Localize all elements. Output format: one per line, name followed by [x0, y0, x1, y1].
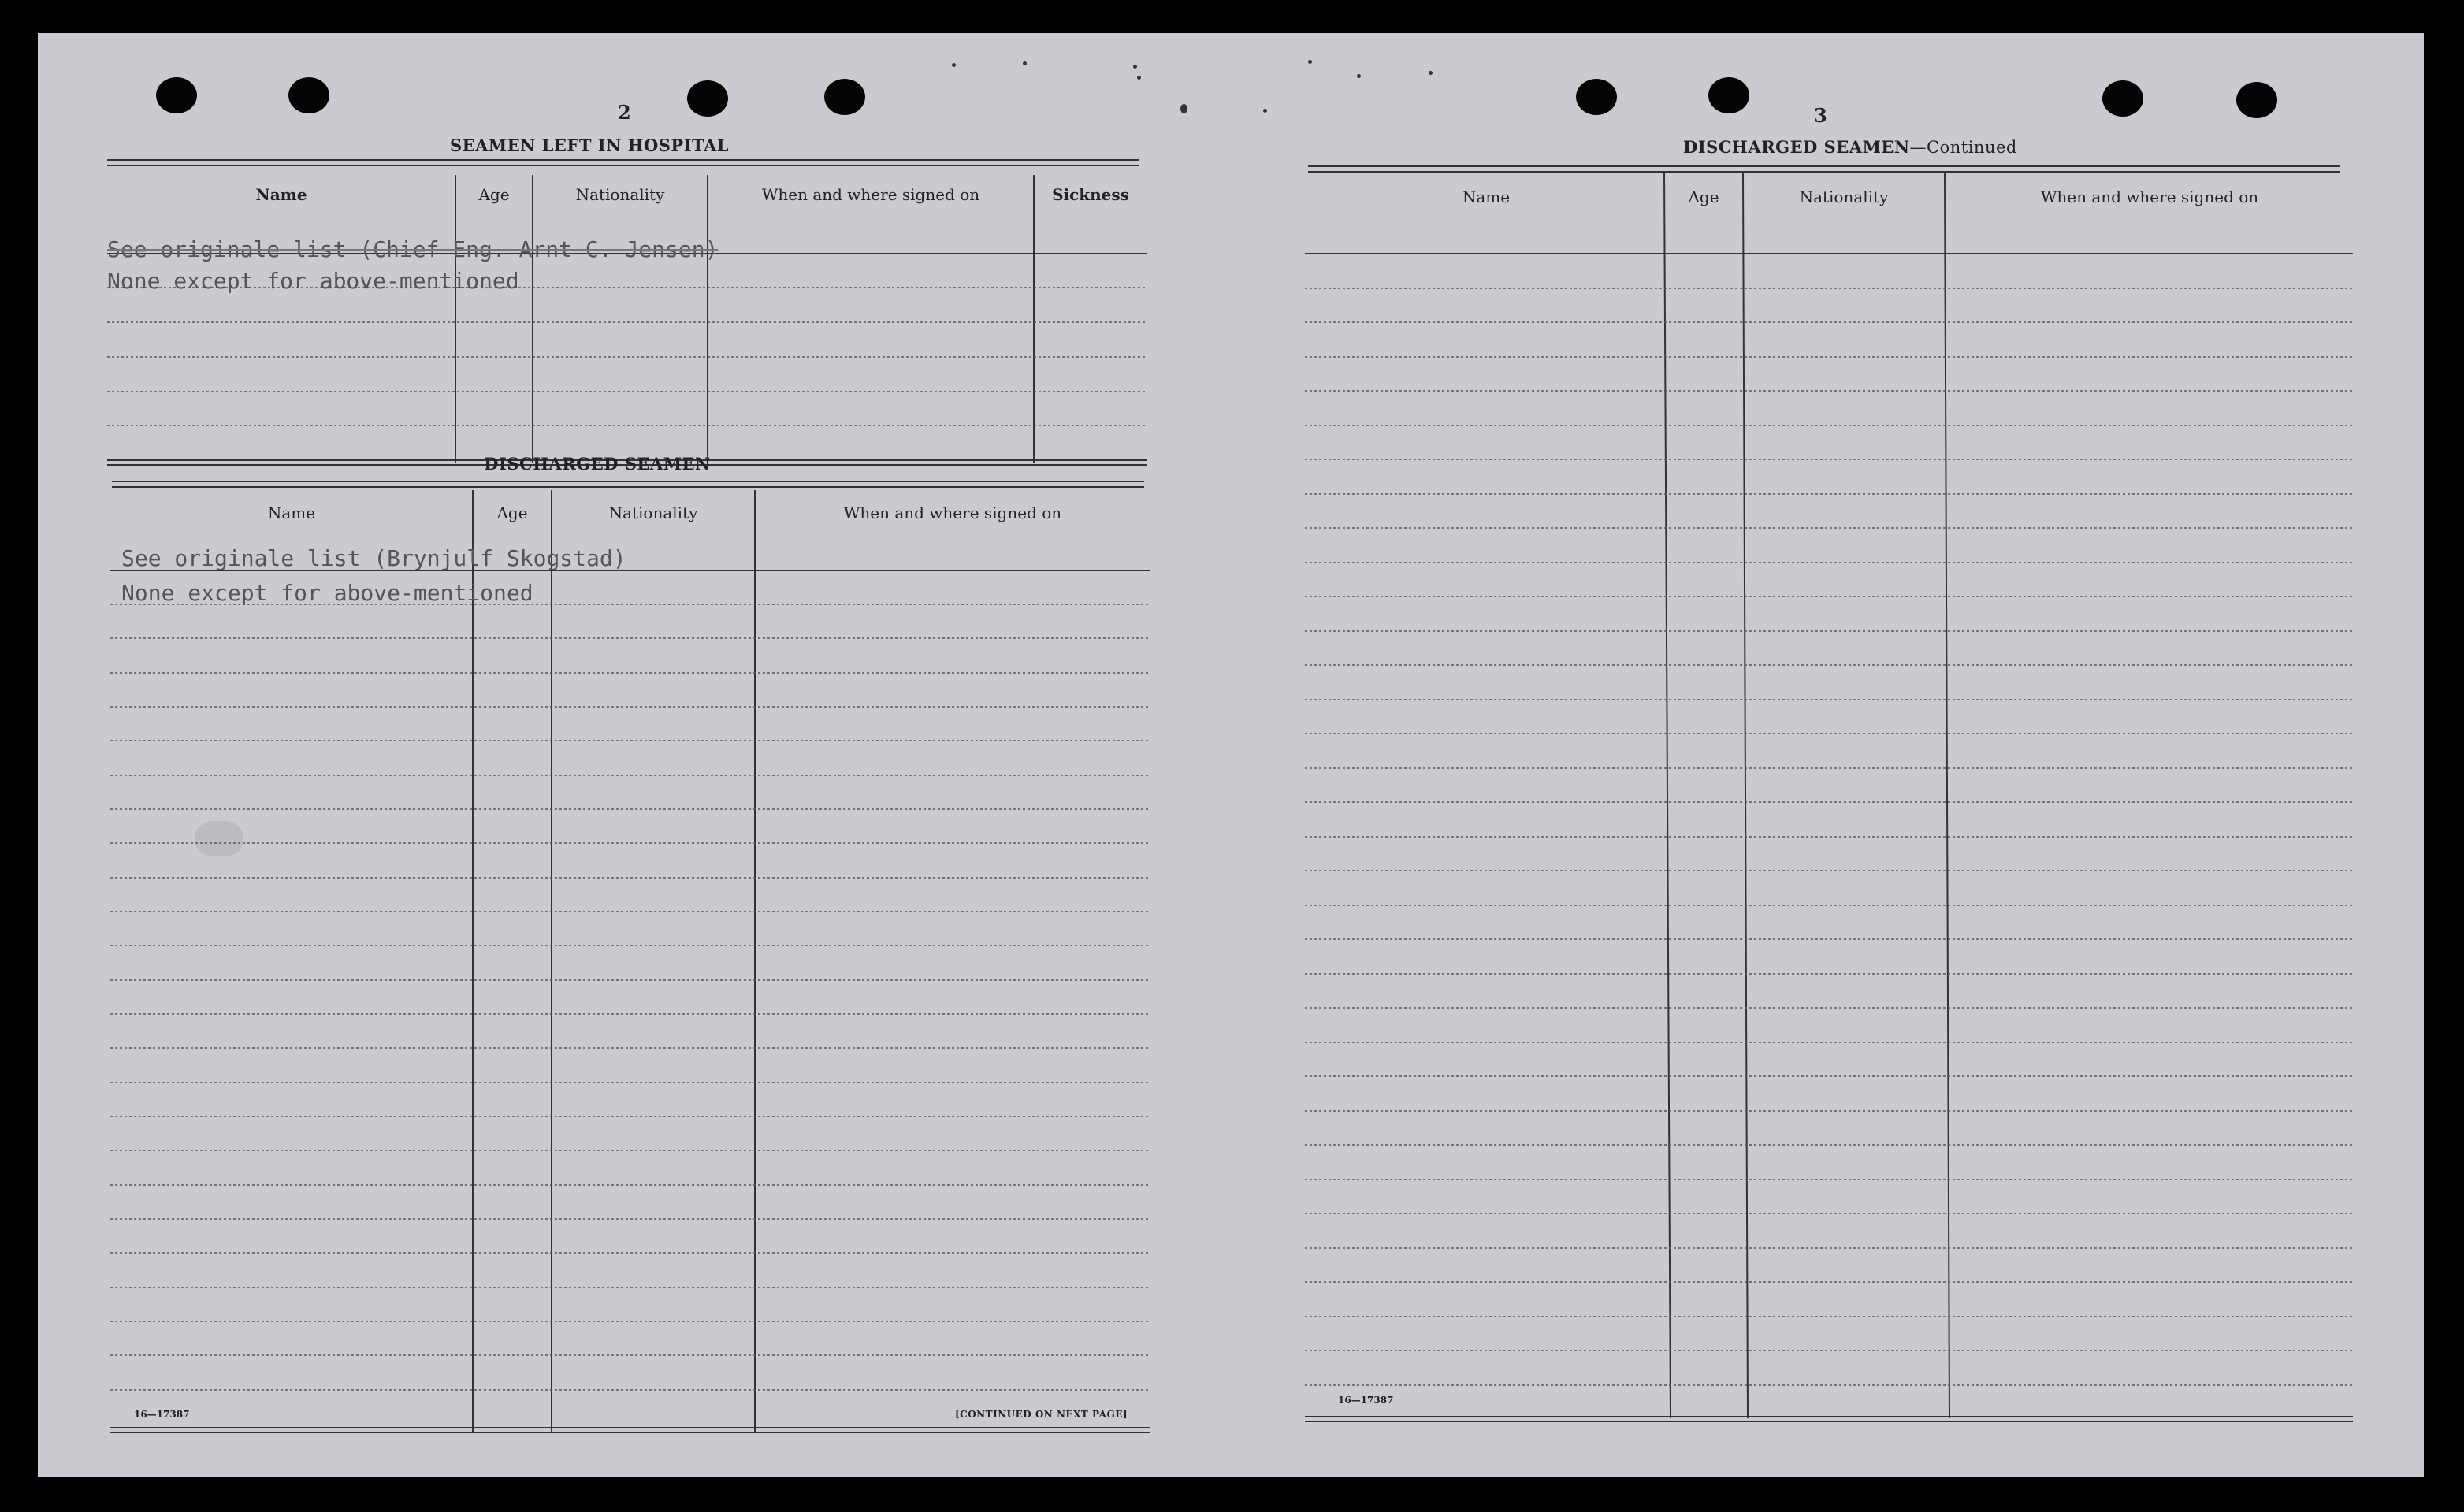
hospital-typed-line: None except for above-mentioned: [107, 268, 519, 294]
hospital-table: [107, 175, 1147, 466]
discharged-typed-line: See originale list (Brynjulf Skogstad): [121, 545, 626, 571]
paper-speck: [1180, 104, 1187, 113]
hospital-section-title: SEAMEN LEFT IN HOSPITAL: [449, 136, 730, 155]
paper-speck: [1429, 71, 1433, 75]
punch-hole: [2102, 80, 2143, 117]
hospital-col-name: Name: [255, 185, 307, 204]
right-col-nationality: Nationality: [1799, 188, 1889, 206]
paper-speck: [1357, 74, 1361, 78]
right-section-title-main: DISCHARGED SEAMEN: [1683, 137, 1910, 157]
punch-hole: [1576, 79, 1617, 115]
discharged-col-signed-on: When and where signed on: [843, 503, 1062, 522]
punch-hole: [2236, 82, 2277, 118]
hospital-col-nationality: Nationality: [575, 185, 665, 204]
discharged-col-nationality: Nationality: [608, 503, 698, 522]
right-col-signed-on: When and where signed on: [2040, 188, 2259, 206]
hospital-title-rule: [107, 159, 1139, 166]
left-form-number: 16—17387: [134, 1409, 190, 1420]
hospital-col-sickness: Sickness: [1052, 185, 1129, 204]
punch-hole: [1708, 77, 1749, 113]
discharged-section-title: DISCHARGED SEAMEN: [484, 454, 711, 474]
discharged-table: [110, 490, 1150, 1436]
discharged-table-lines: [110, 490, 1150, 1436]
discharged-title-rule: [112, 481, 1144, 488]
punch-hole: [156, 77, 197, 113]
punch-hole: [288, 77, 329, 113]
hospital-col-signed-on: When and where signed on: [761, 185, 980, 204]
paper-speck: [1133, 65, 1137, 69]
punch-hole: [824, 79, 865, 115]
discharged-col-age: Age: [496, 503, 528, 522]
hospital-col-age: Age: [478, 185, 510, 204]
continued-on-next-page: [CONTINUED ON NEXT PAGE]: [955, 1409, 1128, 1420]
left-page-number: 2: [618, 101, 631, 124]
paper-speck: [1137, 76, 1141, 80]
paper-speck: [1308, 60, 1312, 64]
hospital-typed-line: See originale list (Chief Eng. Arnt C. Jensen): [107, 236, 719, 262]
hospital-table-lines: [107, 175, 1147, 466]
paper-speck: [1023, 61, 1027, 65]
punch-hole: [687, 80, 728, 117]
document-sheet: [38, 33, 2424, 1477]
right-section-title: [1574, 137, 2126, 157]
discharged-col-name: Name: [267, 503, 316, 522]
right-col-age: Age: [1688, 188, 1719, 206]
right-discharged-table: [1305, 172, 2361, 1432]
right-section-title-suffix: —Continued: [1909, 138, 2017, 157]
paper-speck: [952, 63, 956, 67]
discharged-typed-line: None except for above-mentioned: [121, 580, 533, 606]
right-table-lines: [1305, 172, 2361, 1432]
right-col-name: Name: [1462, 188, 1511, 206]
right-page-number: 3: [1814, 104, 1827, 127]
right-form-number: 16—17387: [1338, 1395, 1394, 1406]
paper-speck: [1263, 109, 1267, 113]
